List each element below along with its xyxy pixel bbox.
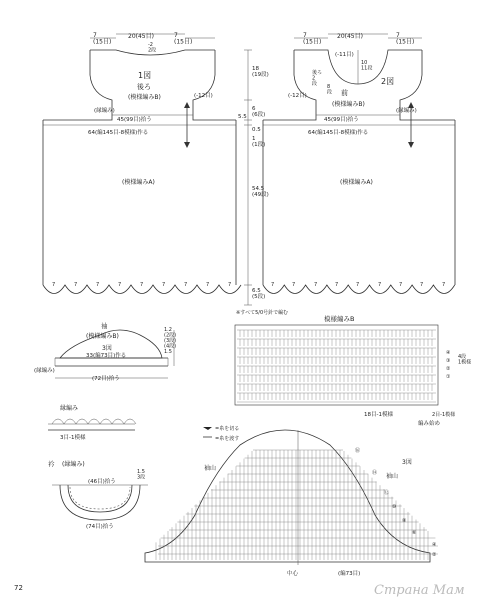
svg-text:③: ③ <box>446 358 451 364</box>
front-scallop-labels <box>271 282 445 288</box>
sleeve-chart-label-right: 袖山 <box>386 473 399 480</box>
edging-note: 3目-1模様 <box>60 435 86 441</box>
dim-d7: 6.5 (5段) <box>252 288 266 301</box>
back-neck-rows: -2 2段 <box>148 42 157 54</box>
dim-d5: 1 (1段) <box>252 136 266 149</box>
pattern-b-repeat: 18目-1模様 <box>364 412 393 418</box>
legend-join: =糸を渡す <box>215 436 240 442</box>
svg-text:②: ② <box>446 366 451 372</box>
front-body-width: 64(編145目-8模様)作る <box>308 130 369 136</box>
sleeve-chart-label-left: 袖山 <box>204 465 217 472</box>
pattern-b-rows: 4段 1模様 <box>458 354 472 366</box>
svg-text:7: 7 <box>271 282 275 288</box>
back-title: 1図 <box>138 71 152 80</box>
collar-top: (46目)拾う <box>88 479 116 485</box>
dim-d1: 18 (19段) <box>252 66 269 79</box>
pattern-b-side: 2目-1模様 <box>432 412 456 418</box>
back-scallop-labels <box>52 282 231 288</box>
front-top-left: 7 (15目) <box>303 32 322 46</box>
vertical-dimensions <box>244 50 252 305</box>
front-skirt: (模様編みA) <box>340 179 373 186</box>
sleeve-chart-figure: 3図 <box>402 459 412 466</box>
svg-text:④: ④ <box>446 350 451 356</box>
back-edge: (縁編み) <box>94 108 115 114</box>
sleeve-width: 33(編73目)作る <box>86 353 127 359</box>
dim-d4: 0.5 <box>252 127 261 133</box>
svg-text:⑩: ⑩ <box>392 504 397 510</box>
sleeve-edge: (縁編み) <box>34 368 55 374</box>
svg-text:7: 7 <box>420 282 424 288</box>
sleeve-chart-center: 中心 <box>287 571 299 577</box>
back-pattern: (模様編みB) <box>128 94 161 101</box>
sleeve-title: 袖 <box>101 322 108 330</box>
collar-bottom: (74目)拾う <box>86 524 114 530</box>
collar-pattern: (縁編み) <box>62 461 85 468</box>
pattern-b-start: 編み始め <box>418 421 441 427</box>
back-top-left: 7 (15目) <box>93 32 112 46</box>
svg-text:②: ② <box>432 552 437 558</box>
front-neck-depth: 10 11段 <box>361 60 373 72</box>
front-neck-rows-left: 後ろ 2 段 <box>312 70 323 87</box>
sleeve-chart-bottom: (編73目) <box>338 571 361 577</box>
collar-schematic <box>52 485 148 520</box>
svg-text:7: 7 <box>228 282 232 288</box>
sleeve-figure: 3図 <box>102 345 112 352</box>
front-neck-rows-right: 8 段 <box>327 84 333 96</box>
sleeve-pattern: (模様編みB) <box>86 333 119 340</box>
sleeve-chart <box>145 430 438 565</box>
front-top-mid: 20(45目) <box>337 33 363 40</box>
svg-text:7: 7 <box>314 282 318 288</box>
back-top-right: 7 (15目) <box>174 32 193 46</box>
front-piece <box>263 34 455 294</box>
svg-text:7: 7 <box>74 282 78 288</box>
svg-text:①: ① <box>446 374 451 380</box>
watermark: Страна Мам <box>374 583 465 598</box>
svg-text:⑭: ⑭ <box>372 470 378 476</box>
svg-text:7: 7 <box>96 282 100 288</box>
pattern-b-title: 模様編みB <box>324 315 355 323</box>
back-skirt: (模様編みA) <box>122 179 155 186</box>
svg-text:7: 7 <box>399 282 403 288</box>
edging-title: 縁編み <box>60 405 79 412</box>
svg-text:7: 7 <box>184 282 188 288</box>
svg-text:7: 7 <box>335 282 339 288</box>
svg-text:7: 7 <box>442 282 446 288</box>
svg-text:7: 7 <box>118 282 122 288</box>
pattern-b-note: ※すべて5/0号針で編む <box>236 310 289 316</box>
front-subtitle: 前 <box>341 89 348 97</box>
svg-text:7: 7 <box>292 282 296 288</box>
back-waist: 45(99目)拾う <box>117 117 152 123</box>
collar-title: 衿 <box>48 460 55 468</box>
legend-icons <box>203 427 212 437</box>
svg-text:④: ④ <box>432 542 437 548</box>
svg-text:7: 7 <box>52 282 56 288</box>
svg-text:7: 7 <box>206 282 210 288</box>
edging-chart <box>48 419 136 430</box>
front-armhole: (-12目) <box>288 93 307 99</box>
back-top-mid: 20(45目) <box>128 33 154 40</box>
back-armhole: (-12目) <box>194 93 213 99</box>
svg-text:⑯: ⑯ <box>355 448 361 454</box>
front-waist: 45(99目)拾う <box>324 117 359 123</box>
pattern-b-row-labels <box>446 350 451 380</box>
svg-text:⑧: ⑧ <box>402 518 407 524</box>
svg-text:7: 7 <box>378 282 382 288</box>
page-number: 72 <box>14 584 23 592</box>
back-body-width: 64(編145目-8模様)作る <box>88 130 149 136</box>
svg-text:⑫: ⑫ <box>384 490 390 496</box>
front-title: 2図 <box>381 77 395 86</box>
front-pattern: (模様編みB) <box>332 101 365 108</box>
svg-text:7: 7 <box>140 282 144 288</box>
front-edge: (縁編み) <box>396 108 417 114</box>
dim-d6: 54.5 (49段) <box>252 186 269 199</box>
dim-d3: 6 (6段) <box>252 106 266 119</box>
front-neck: (-11目) <box>335 52 354 58</box>
front-top-right: 7 (15目) <box>396 32 415 46</box>
sleeve-pickup: (72目)拾う <box>92 376 120 382</box>
dim-d2: 5.5 <box>238 114 247 120</box>
legend-cut: =糸を切る <box>215 426 240 432</box>
back-subtitle: 後ろ <box>137 83 151 91</box>
sleeve-dims: 1.2 (2段) (3段) (4段) 1.5 <box>164 327 177 355</box>
svg-text:⑥: ⑥ <box>412 530 417 536</box>
collar-rows: 1.5 3段 <box>137 469 146 481</box>
pattern-b-chart <box>235 325 438 405</box>
svg-text:7: 7 <box>162 282 166 288</box>
svg-text:7: 7 <box>356 282 360 288</box>
